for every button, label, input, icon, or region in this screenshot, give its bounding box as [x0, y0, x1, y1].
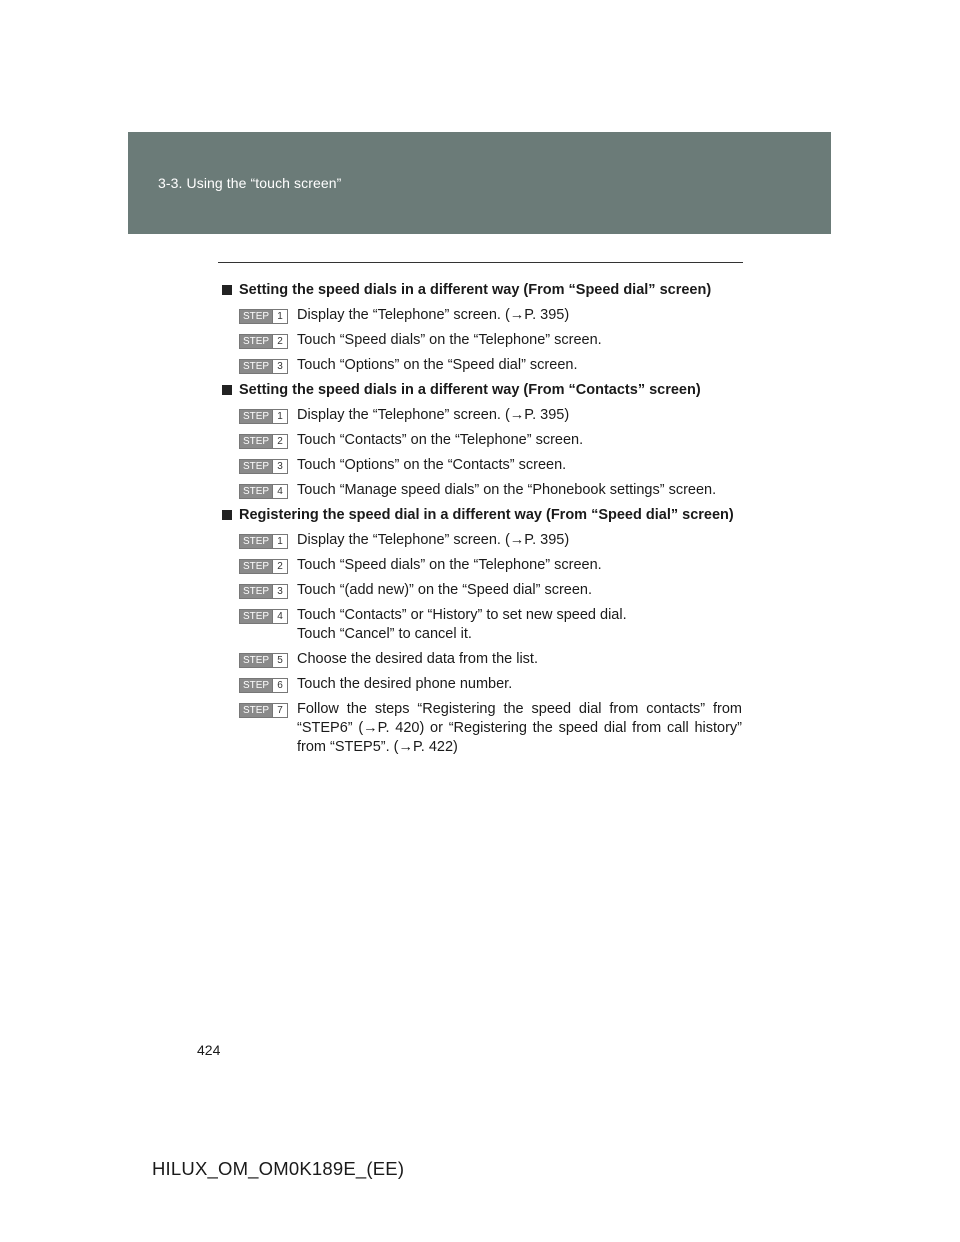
- square-bullet-icon: [222, 285, 232, 295]
- step-badge: [239, 559, 288, 574]
- step-badge-number: 7: [272, 704, 287, 717]
- section-heading: [222, 381, 742, 400]
- step-badge-label: STEP: [240, 435, 272, 448]
- step-badge-number: 3: [272, 585, 287, 598]
- chapter-header: [128, 132, 831, 234]
- step-text: Touch the desired phone number.: [297, 676, 513, 692]
- chapter-title: 3-3. Using the “touch screen”: [158, 175, 342, 191]
- step-badge: [239, 609, 288, 624]
- step-text: Display the “Telephone” screen. (→P. 395): [297, 307, 570, 323]
- step-badge: [239, 434, 288, 449]
- step-badge-label: STEP: [240, 654, 272, 667]
- step-badge-number: 1: [272, 535, 287, 548]
- step-badge-label: STEP: [240, 560, 272, 573]
- step-badge-label: STEP: [240, 485, 272, 498]
- step-item: [239, 356, 742, 375]
- square-bullet-icon: [222, 385, 232, 395]
- step-badge-label: STEP: [240, 704, 272, 717]
- step-badge-label: STEP: [240, 585, 272, 598]
- step-badge-label: STEP: [240, 460, 272, 473]
- step-badge: [239, 534, 288, 549]
- section-divider: [218, 262, 743, 263]
- step-badge-number: 5: [272, 654, 287, 667]
- step-badge: [239, 484, 288, 499]
- step-badge-number: 4: [272, 485, 287, 498]
- step-badge: [239, 309, 288, 324]
- step-badge-label: STEP: [240, 360, 272, 373]
- section-heading-text: Setting the speed dials in a different way (From “Speed dial” screen): [239, 282, 712, 298]
- step-text: Touch “(add new)” on the “Speed dial” screen.: [297, 582, 592, 598]
- step-text: Touch “Speed dials” on the “Telephone” screen.: [297, 557, 602, 573]
- step-badge-number: 1: [272, 310, 287, 323]
- step-badge: [239, 459, 288, 474]
- step-badge-label: STEP: [240, 679, 272, 692]
- step-badge-number: 2: [272, 435, 287, 448]
- step-item: [239, 675, 742, 694]
- step-badge-label: STEP: [240, 535, 272, 548]
- step-text: Choose the desired data from the list.: [297, 651, 538, 667]
- step-badge-label: STEP: [240, 410, 272, 423]
- square-bullet-icon: [222, 510, 232, 520]
- step-badge: [239, 653, 288, 668]
- step-text: Follow the steps “Registering the speed dial from contacts” from “STEP6” (→P. 420) or “Registering the speed dial from call history” from “STEP5”. (→P. 422): [297, 701, 742, 755]
- step-badge-label: STEP: [240, 335, 272, 348]
- section-heading-text: Setting the speed dials in a different way (From “Contacts” screen): [239, 382, 701, 398]
- step-item: [239, 456, 742, 475]
- step-item: [239, 581, 742, 600]
- step-item: [239, 481, 742, 500]
- step-badge-number: 2: [272, 560, 287, 573]
- step-badge-number: 6: [272, 679, 287, 692]
- step-badge-number: 3: [272, 460, 287, 473]
- step-item: [239, 556, 742, 575]
- step-item: [239, 331, 742, 350]
- step-text: Touch “Options” on the “Contacts” screen.: [297, 457, 567, 473]
- step-text: Touch “Manage speed dials” on the “Phonebook settings” screen.: [297, 482, 717, 498]
- step-badge-label: STEP: [240, 310, 272, 323]
- instructions-content: [222, 281, 742, 763]
- step-badge-number: 4: [272, 610, 287, 623]
- page-number: 424: [197, 1042, 221, 1058]
- section-contacts-screen: [222, 381, 742, 500]
- step-badge-number: 2: [272, 335, 287, 348]
- step-text: Display the “Telephone” screen. (→P. 395): [297, 407, 570, 423]
- step-badge: [239, 703, 288, 718]
- section-heading-text: Registering the speed dial in a different way (From “Speed dial” screen): [239, 507, 734, 523]
- step-text-line: Touch “Contacts” or “History” to set new speed dial.: [297, 607, 627, 623]
- step-text: Touch “Options” on the “Speed dial” screen.: [297, 357, 578, 373]
- step-badge: [239, 409, 288, 424]
- step-item: [239, 406, 742, 425]
- step-text: Touch “Contacts” on the “Telephone” screen.: [297, 432, 584, 448]
- step-badge: [239, 334, 288, 349]
- step-item: [239, 531, 742, 550]
- section-heading: [222, 281, 742, 300]
- step-item: [239, 700, 742, 757]
- step-text: Touch “Speed dials” on the “Telephone” screen.: [297, 332, 602, 348]
- step-badge-label: STEP: [240, 610, 272, 623]
- section-speed-dial-screen: [222, 281, 742, 375]
- step-text: [297, 606, 742, 644]
- step-item: [239, 650, 742, 669]
- step-item: [239, 431, 742, 450]
- document-code: HILUX_OM_OM0K189E_(EE): [152, 1158, 405, 1179]
- section-register-speed-dial: [222, 506, 742, 757]
- step-badge: [239, 678, 288, 693]
- step-badge: [239, 359, 288, 374]
- step-text: Display the “Telephone” screen. (→P. 395): [297, 532, 570, 548]
- section-heading: [222, 506, 742, 525]
- step-badge-number: 3: [272, 360, 287, 373]
- step-text-line: Touch “Cancel” to cancel it.: [297, 626, 472, 642]
- step-badge-number: 1: [272, 410, 287, 423]
- step-item: [239, 306, 742, 325]
- step-item: [239, 606, 742, 644]
- step-badge: [239, 584, 288, 599]
